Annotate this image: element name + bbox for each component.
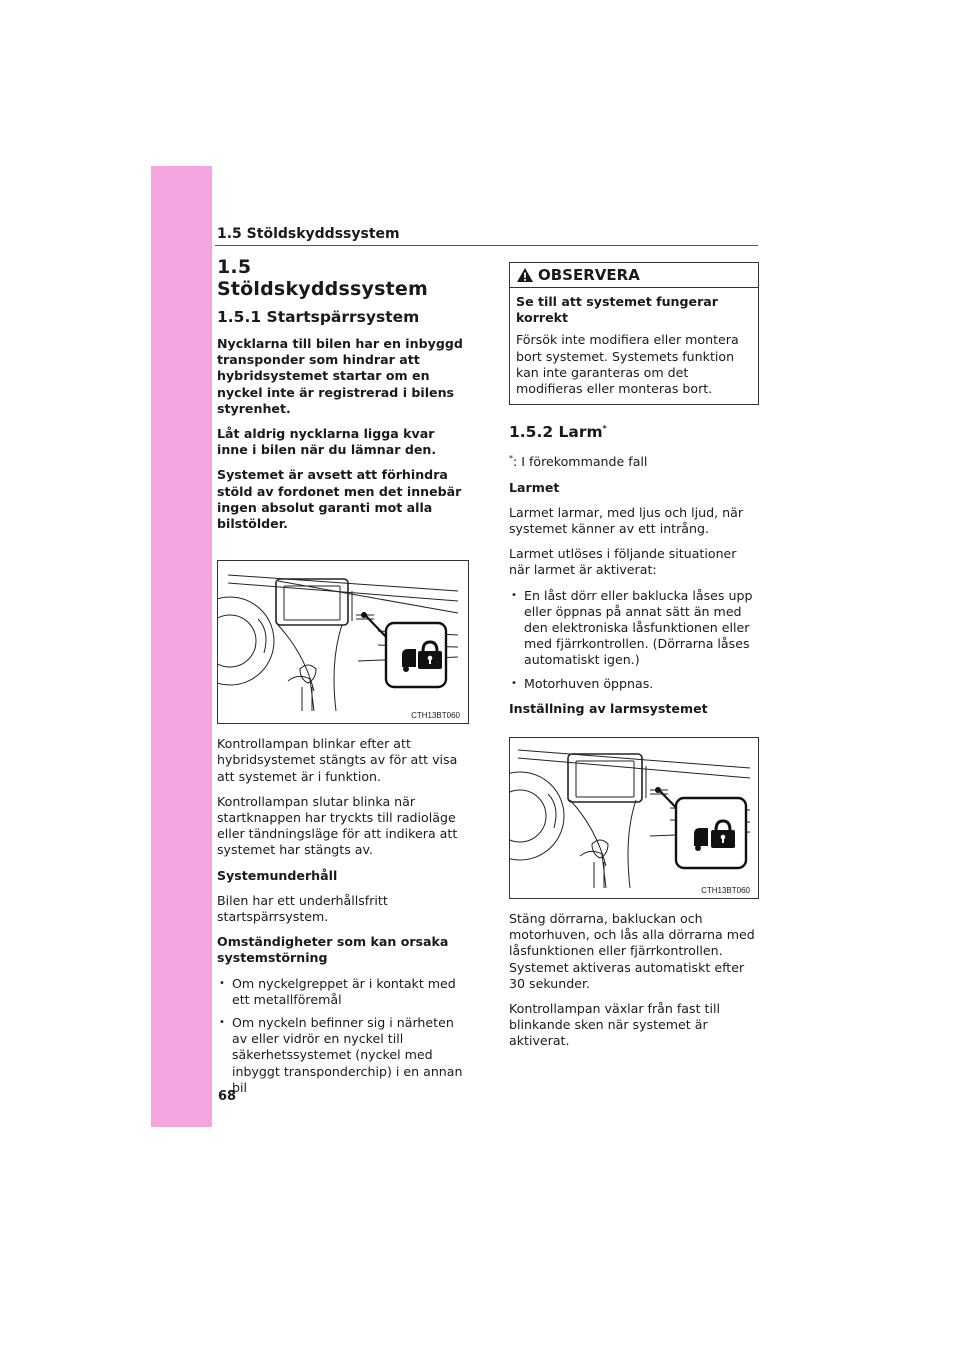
title-footnote-mark: * bbox=[602, 424, 607, 434]
warning-triangle-icon bbox=[516, 267, 534, 283]
dashboard-illustration bbox=[509, 737, 759, 899]
fault-bullet-list bbox=[217, 976, 469, 1096]
notice-heading: Se till att systemet fungerar korrekt bbox=[516, 294, 718, 326]
list-item: • En låst dörr eller baklucka låses upp eller öppnas på annat sätt än med den elektroniska låsfunktionen eller med fjärrkontrollen. (Dörrarna låses automatiskt igen.) bbox=[509, 588, 759, 669]
body-paragraph: Bilen har ett underhållsfritt startspärrsystem. bbox=[217, 892, 388, 925]
section-title: 1.5 Stöldskyddssystem bbox=[217, 256, 428, 300]
side-band bbox=[151, 166, 212, 1127]
intro-paragraph: Låt aldrig nycklarna ligga kvar inne i bilen när du lämnar den. bbox=[217, 426, 437, 458]
fault-heading: Omständigheter som kan orsaka systemstörning bbox=[217, 934, 449, 966]
setting-heading: Inställning av larmsystemet bbox=[509, 700, 708, 716]
list-item: • Om nyckelgreppet är i kontakt med ett metallföremål bbox=[217, 976, 469, 1008]
subsection-title-startsparr: 1.5.1 Startspärrsystem bbox=[217, 308, 420, 326]
maintenance-heading: Systemunderhåll bbox=[217, 867, 338, 883]
body-paragraph: Kontrollampan slutar blinka när startknappen har tryckts till radioläge eller tändningsläge för att indikera att systemet har stängts av. bbox=[217, 793, 458, 858]
larm-heading: Larmet bbox=[509, 479, 560, 495]
footnote: *: I förekommande fall bbox=[509, 454, 648, 470]
list-item: • Om nyckeln befinner sig i närheten av eller vidrör en nyckel till säkerhetssystemet (nyckel med inbyggt transponderchip) i en annan bil bbox=[217, 1015, 469, 1096]
footnote-mark: * bbox=[509, 454, 513, 464]
right-column bbox=[509, 262, 759, 1059]
body-paragraph: Larmet larmar, med ljus och ljud, när systemet känner av ett intrång. bbox=[509, 504, 744, 537]
dashboard-drawing bbox=[218, 561, 468, 723]
notice-text: Försök inte modifiera eller montera bort systemet. Systemets funktion kan inte garanteras om det modifieras eller monteras bort. bbox=[516, 332, 739, 397]
intro-paragraph: Systemet är avsett att förhindra stöld av fordonet men det innebär ingen absolut garanti mot alla bilstölder. bbox=[217, 467, 462, 532]
figure-code: CTH13BT060 bbox=[701, 886, 750, 896]
notice-label: OBSERVERA bbox=[538, 266, 640, 284]
body-paragraph: Kontrollampan blinkar efter att hybridsystemet stängts av för att visa att systemet är i funktion. bbox=[217, 736, 458, 784]
page-number: 68 bbox=[218, 1089, 237, 1104]
header-rule bbox=[215, 245, 758, 246]
body-paragraph: Kontrollampan växlar från fast till blinkande sken när systemet är aktiverat. bbox=[509, 1001, 720, 1049]
dashboard-drawing bbox=[510, 738, 758, 898]
list-item: • Motorhuven öppnas. bbox=[509, 676, 759, 692]
trigger-bullet-list bbox=[509, 588, 759, 692]
notice-box bbox=[509, 262, 759, 405]
intro-paragraph: Nycklarna till bilen har en inbyggd transponder som hindrar att hybridsystemet startar om en nyckel inte är registrerad i bilens styrenhet. bbox=[217, 336, 463, 416]
running-header: 1.5 Stöldskyddssystem bbox=[217, 226, 400, 242]
subsection-title-larm: 1.5.2 Larm* bbox=[509, 423, 607, 442]
body-paragraph: Larmet utlöses i följande situationer när larmet är aktiverat: bbox=[509, 546, 737, 578]
body-paragraph: Stäng dörrarna, bakluckan och motorhuven, och lås alla dörrarna med låsfunktionen eller fjärrkontrollen. Systemet aktiveras automatiskt efter 30 sekunder. bbox=[509, 911, 755, 991]
figure-code: CTH13BT060 bbox=[411, 711, 460, 721]
left-column bbox=[217, 256, 469, 1105]
notice-header bbox=[510, 263, 758, 288]
notice-body bbox=[510, 288, 758, 404]
dashboard-illustration bbox=[217, 560, 469, 724]
